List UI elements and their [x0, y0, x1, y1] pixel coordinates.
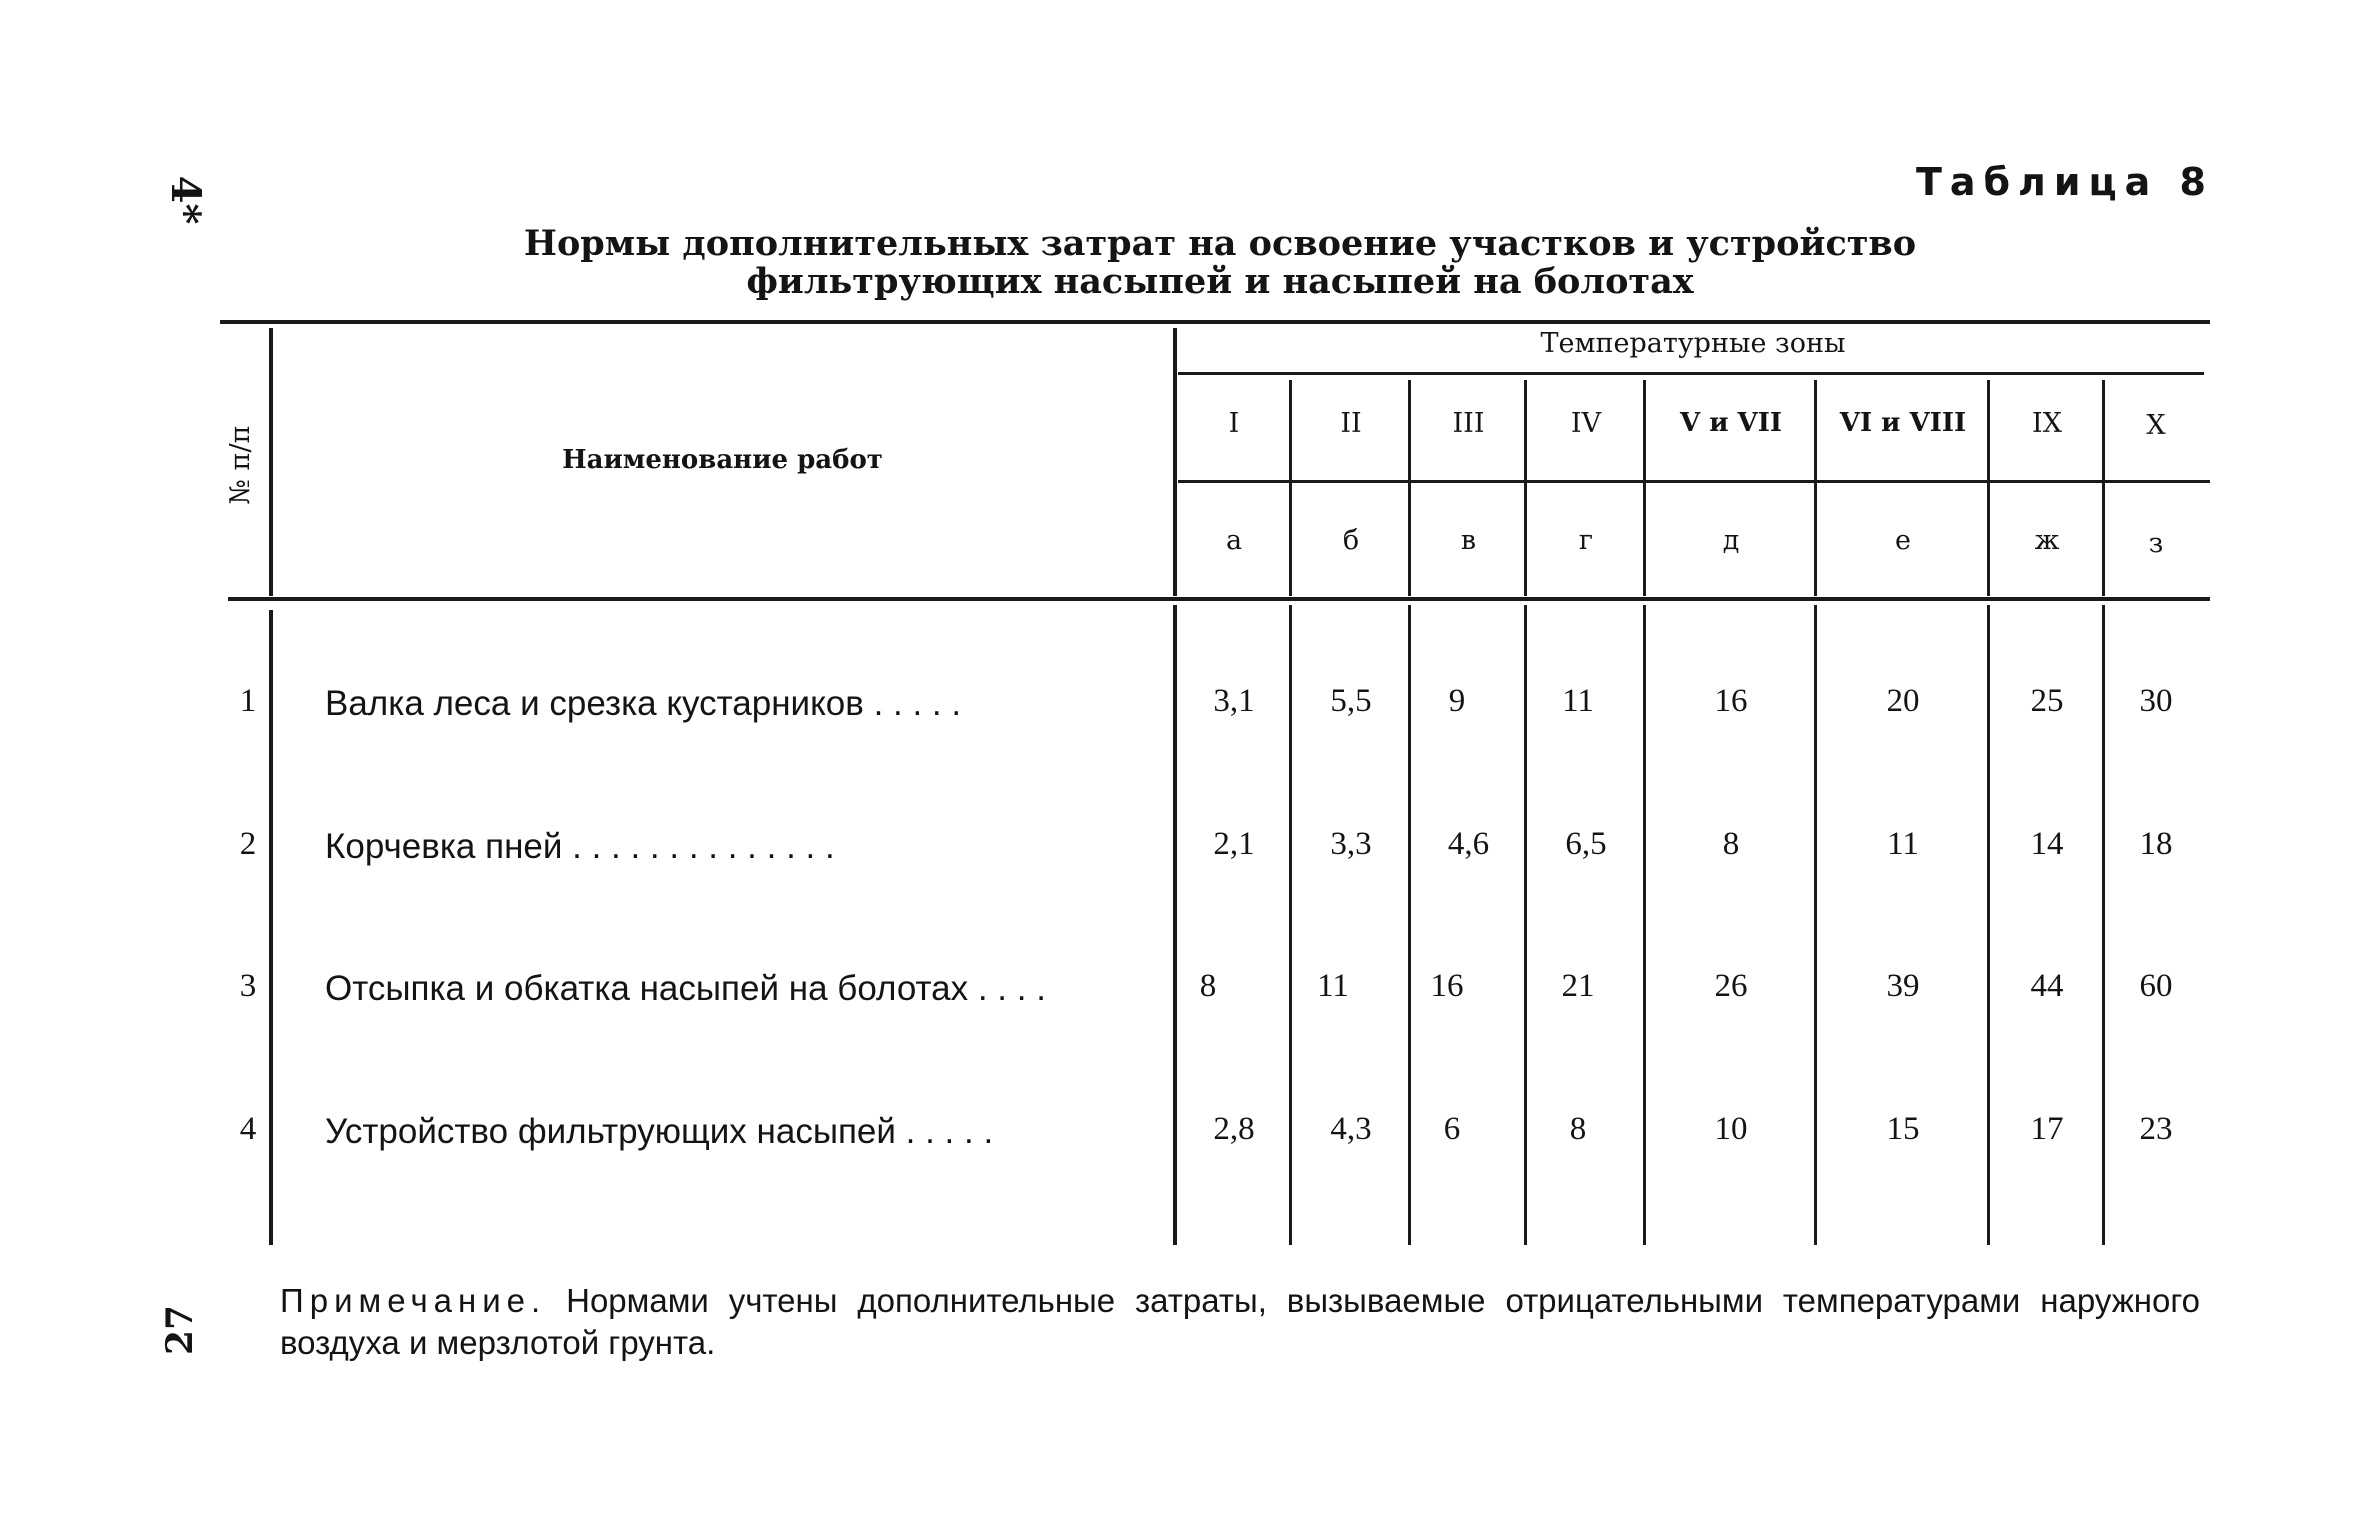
table-cell: 11 — [1317, 968, 1349, 1004]
header-bottom-rule — [228, 597, 2210, 601]
zones-rule — [1178, 372, 2204, 375]
table-cell: 8 — [1199, 968, 1217, 1004]
table-cell: 4,3 — [1330, 1111, 1372, 1147]
table-cell: 6 — [1443, 1111, 1461, 1147]
col-rule-name — [1173, 328, 1177, 596]
zone-roman: V и VII — [1679, 408, 1783, 438]
table-cell: 17 — [2030, 1111, 2064, 1147]
zone-roman: IX — [2032, 408, 2062, 439]
zone-letter: г — [1578, 525, 1594, 556]
table-cell: 60 — [2139, 968, 2173, 1004]
row-name: Корчевка пней . . . . . . . . . . . . . . — [325, 827, 835, 866]
zone-roman: III — [1452, 408, 1485, 439]
row-name: Отсыпка и обкатка насыпей на болотах . . . . — [325, 969, 1046, 1008]
table-cell: 5,5 — [1330, 683, 1372, 719]
row-number: 2 — [239, 826, 257, 862]
page-number: 27 — [159, 1304, 201, 1355]
table-cell: 44 — [2030, 968, 2064, 1004]
row-number: 1 — [239, 683, 257, 719]
table-cell: 25 — [2030, 683, 2064, 719]
margin-marker: 4* — [162, 175, 209, 225]
table-cell: 39 — [1886, 968, 1920, 1004]
header-zones: Температурные зоны — [1540, 328, 1846, 359]
table-cell: 3,1 — [1213, 683, 1255, 719]
table-cell: 10 — [1714, 1111, 1748, 1147]
table-cell: 15 — [1886, 1111, 1920, 1147]
table-cell: 23 — [2139, 1111, 2173, 1147]
row-name: Устройство фильтрующих насыпей . . . . . — [325, 1112, 994, 1151]
table-cell: 14 — [2030, 826, 2064, 862]
header-number: № п/п — [225, 425, 256, 505]
table-cell: 8 — [1569, 1111, 1587, 1147]
note-text: Нормами учтены дополнительные затраты, вызываемые отрицательными температурами наружного воздуха и мерзлотой грунта. — [280, 1282, 2201, 1361]
row-name: Валка леса и срезка кустарников . . . . . — [325, 684, 962, 723]
zone-letter: б — [1342, 525, 1360, 556]
table-cell: 11 — [1562, 683, 1594, 719]
table-cell: 8 — [1722, 826, 1740, 862]
table-note — [280, 1280, 2200, 1364]
zone-roman: IV — [1570, 408, 1602, 439]
zone-roman: II — [1340, 408, 1362, 439]
table-cell: 2,8 — [1213, 1111, 1255, 1147]
col-rule-num — [269, 328, 273, 596]
table-title — [420, 225, 2020, 301]
table-label: Таблица 8 — [1915, 160, 2214, 204]
header-name: Наименование работ — [562, 445, 883, 475]
table-cell: 4,6 — [1447, 826, 1490, 862]
table-cell: 26 — [1714, 968, 1748, 1004]
table-title-line2: фильтрующих насыпей и насыпей на болотах — [746, 261, 1694, 302]
table-cell: 18 — [2139, 826, 2173, 862]
zone-letter: а — [1225, 525, 1243, 556]
zone-letter: д — [1722, 525, 1740, 556]
row-number: 4 — [239, 1111, 257, 1147]
row-number: 3 — [239, 968, 257, 1004]
zone-roman: X — [2146, 410, 2166, 441]
col-rule-num-body — [269, 610, 273, 1245]
table-cell: 16 — [1430, 968, 1464, 1004]
table-cell: 21 — [1561, 968, 1595, 1004]
zone-roman: VI и VIII — [1839, 408, 1967, 438]
table-cell: 11 — [1887, 826, 1919, 862]
table-cell: 3,3 — [1330, 826, 1372, 862]
col-rule-name-body — [1173, 605, 1177, 1245]
letters-rule — [1178, 480, 2210, 483]
table-top-rule — [220, 320, 2210, 324]
col-rule-zone-body — [1643, 605, 1646, 1245]
zone-letter: ж — [2034, 525, 2060, 556]
table-cell: 20 — [1886, 683, 1920, 719]
table-cell: 2,1 — [1213, 826, 1255, 862]
table-cell: 16 — [1714, 683, 1748, 719]
table-cell: 6,5 — [1565, 826, 1607, 862]
table-cell: 30 — [2139, 683, 2173, 719]
table-title-line1: Нормы дополнительных затрат на освоение участков и устройство — [523, 223, 1917, 264]
zone-letter: в — [1460, 525, 1477, 556]
zone-letter: е — [1895, 525, 1911, 556]
zone-letter: з — [2148, 528, 2164, 559]
col-rule-zone-body — [1524, 605, 1527, 1245]
zone-roman: I — [1228, 408, 1240, 439]
table-cell: 9 — [1448, 683, 1466, 719]
note-label: Примечание. — [280, 1282, 547, 1319]
